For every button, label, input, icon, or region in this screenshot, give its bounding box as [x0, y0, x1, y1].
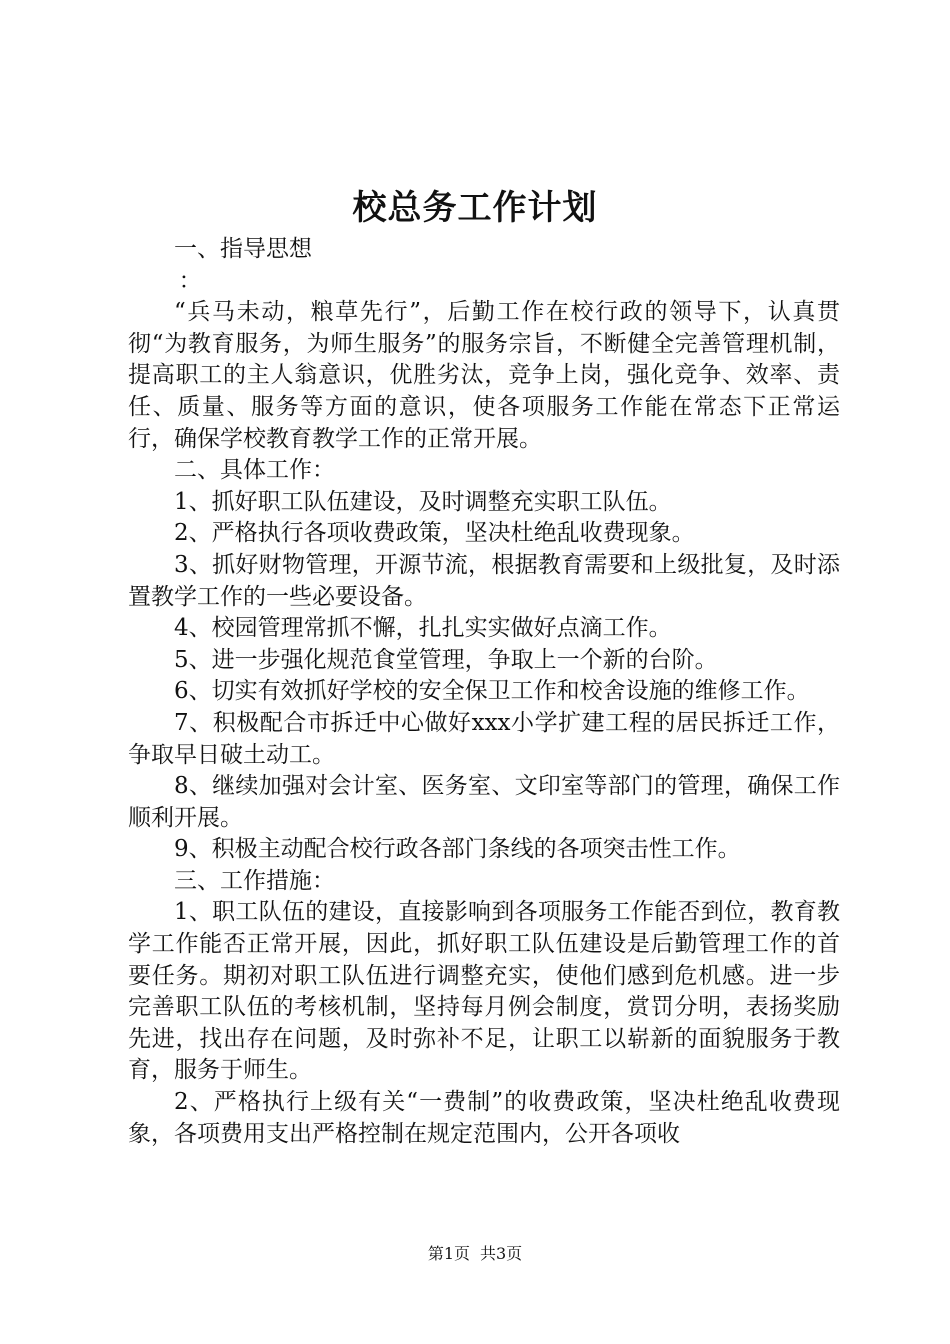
page-number: 第1页: [427, 1244, 470, 1263]
page-total: 共3页: [480, 1244, 523, 1263]
work-item-9: 9、积极主动配合校行政各部门条线的各项突击性工作。: [174, 836, 741, 863]
work-item-1: 1、抓好职工队伍建设，及时调整充实职工队伍。: [174, 488, 672, 515]
work-item-8: 8、继续加强对会计室、医务室、文印室等部门的管理，确保工作顺利开展。: [128, 773, 840, 831]
measure-item-2: 2、严格执行上级有关“一费制”的收费政策，坚决杜绝乱收费现象，各项费用支出严格控制在规定范围内，公开各项收: [128, 1089, 840, 1147]
document-body: [128, 234, 840, 1150]
work-item-2: 2、严格执行各项收费政策，坚决杜绝乱收费现象。: [174, 520, 695, 547]
heading-guiding-ideology: 一、指导思想: [174, 236, 312, 262]
work-item-4: 4、校园管理常抓不懈，扎扎实实做好点滴工作。: [174, 615, 672, 642]
measure-item-1: 1、职工队伍的建设，直接影响到各项服务工作能否到位，教育教学工作能否正常开展，因此，抓好职工队伍建设是后勤管理工作的首要任务。期初对职工队伍进行调整充实，使他们感到危机感。进一步完善职工队伍的考核机制，坚持每月例会制度，赏罚分明，表扬奖励先进，找出存在问题，及时弥补不足，让职工以崭新的面貌服务于教育，服务于师生。: [128, 899, 840, 1084]
work-item-5: 5、进一步强化规范食堂管理，争取上一个新的台阶。: [174, 646, 718, 673]
work-item-7: 7、积极配合市拆迁中心做好xxx小学扩建工程的居民拆迁工作，争取早日破土动工。: [128, 709, 840, 768]
heading-work-measures: 三、工作措施：: [174, 867, 335, 894]
heading-specific-work: 二、具体工作：: [174, 457, 335, 484]
colon-line: ：: [178, 267, 202, 294]
work-item-3: 3、抓好财物管理，开源节流，根据教育需要和上级批复，及时添置教学工作的一些必要设备。: [128, 551, 840, 610]
work-item-6: 6、切实有效抓好学校的安全保卫工作和校舍设施的维修工作。: [174, 678, 810, 705]
document-title: 校总务工作计划: [352, 188, 598, 228]
page-footer: [0, 1244, 950, 1264]
paragraph-intro: “兵马未动，粮草先行”，后勤工作在校行政的领导下，认真贯彻“为教育服务，为师生服务”的服务宗旨，不断健全完善管理机制，提高职工的主人翁意识，优胜劣汰，竞争上岗，强化竞争、效率、责任、质量、服务等方面的意识，使各项服务工作能在常态下正常运行，确保学校教育教学工作的正常开展。: [128, 299, 840, 452]
